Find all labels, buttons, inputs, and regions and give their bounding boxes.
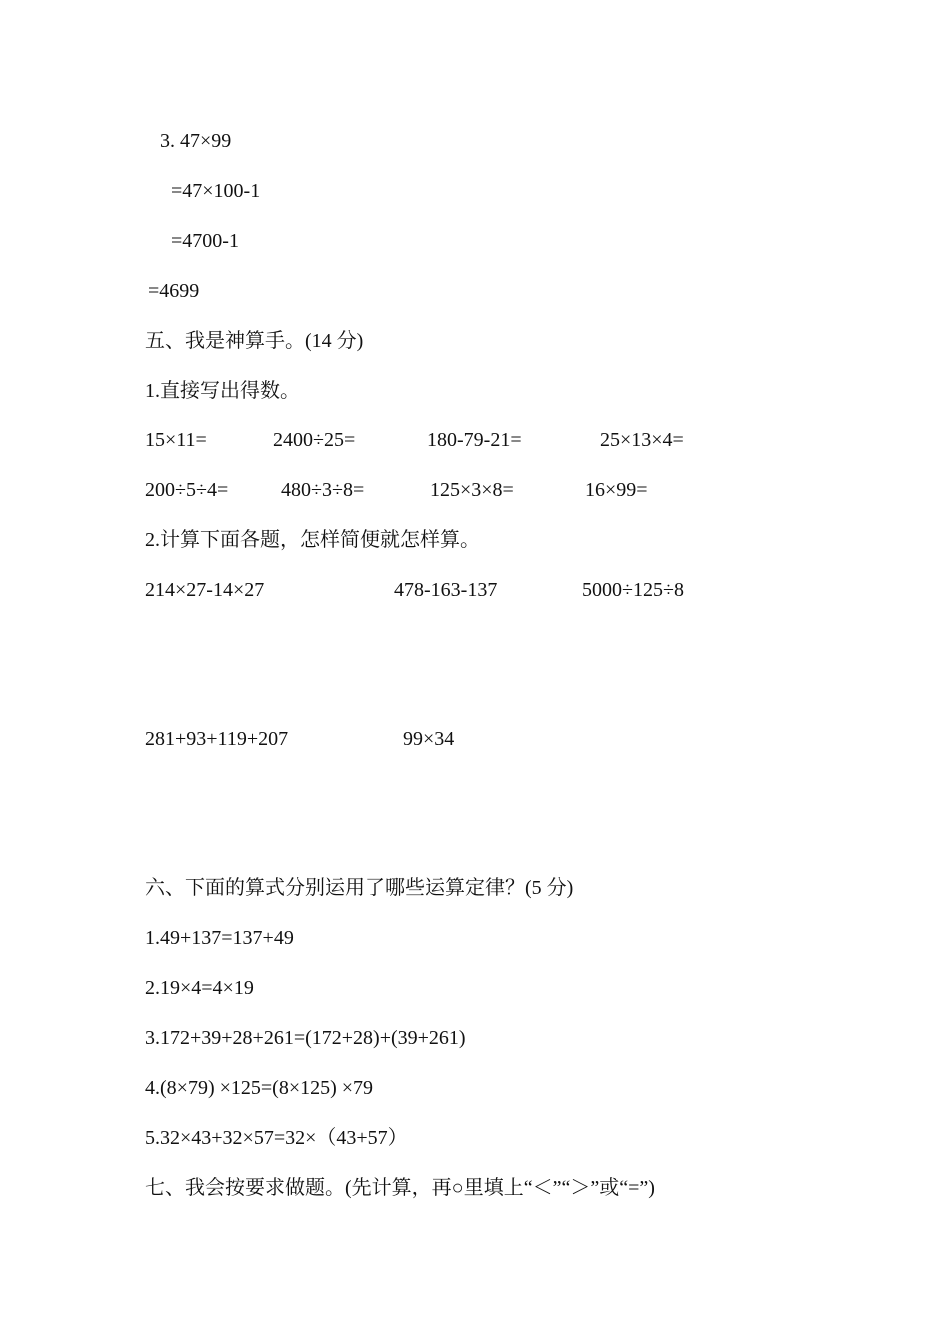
item-3-expression: 3. 47×99 xyxy=(160,130,232,152)
question-1-title: 1.直接写出得数。 xyxy=(145,380,300,402)
item-3-result: =4699 xyxy=(148,280,200,302)
oral-calc-item: 200÷5÷4= xyxy=(145,479,229,501)
section-5-heading: 五、我是神算手。(14 分) xyxy=(145,330,364,352)
item-3-step-1: =47×100-1 xyxy=(171,180,261,202)
oral-calc-item: 480÷3÷8= xyxy=(281,479,365,501)
simplify-calc-item: 5000÷125÷8 xyxy=(582,579,684,601)
simplify-calc-item: 214×27-14×27 xyxy=(145,579,265,601)
law-item: 4.(8×79) ×125=(8×125) ×79 xyxy=(145,1077,374,1099)
section-6-heading: 六、下面的算式分别运用了哪些运算定律？(5 分) xyxy=(145,877,574,899)
simplify-calc-item: 99×34 xyxy=(403,728,455,750)
oral-calc-item: 2400÷25= xyxy=(273,429,356,451)
oral-calc-item: 15×11= xyxy=(145,429,207,451)
law-item: 1.49+137=137+49 xyxy=(145,927,294,949)
simplify-calc-item: 478-163-137 xyxy=(394,579,498,601)
simplify-calc-item: 281+93+119+207 xyxy=(145,728,289,750)
question-2-title: 2.计算下面各题，怎样简便就怎样算。 xyxy=(145,529,480,551)
law-item: 5.32×43+32×57=32×（43+57） xyxy=(145,1127,408,1149)
section-7-heading: 七、我会按要求做题。(先计算，再○里填上“＜”“＞”或“=”) xyxy=(145,1177,655,1199)
law-item: 3.172+39+28+261=(172+28)+(39+261) xyxy=(145,1027,466,1049)
oral-calc-item: 16×99= xyxy=(585,479,648,501)
oral-calc-item: 180-79-21= xyxy=(427,429,522,451)
item-3-step-2: =4700-1 xyxy=(171,230,239,252)
law-item: 2.19×4=4×19 xyxy=(145,977,254,999)
oral-calc-item: 25×13×4= xyxy=(600,429,684,451)
oral-calc-item: 125×3×8= xyxy=(430,479,514,501)
